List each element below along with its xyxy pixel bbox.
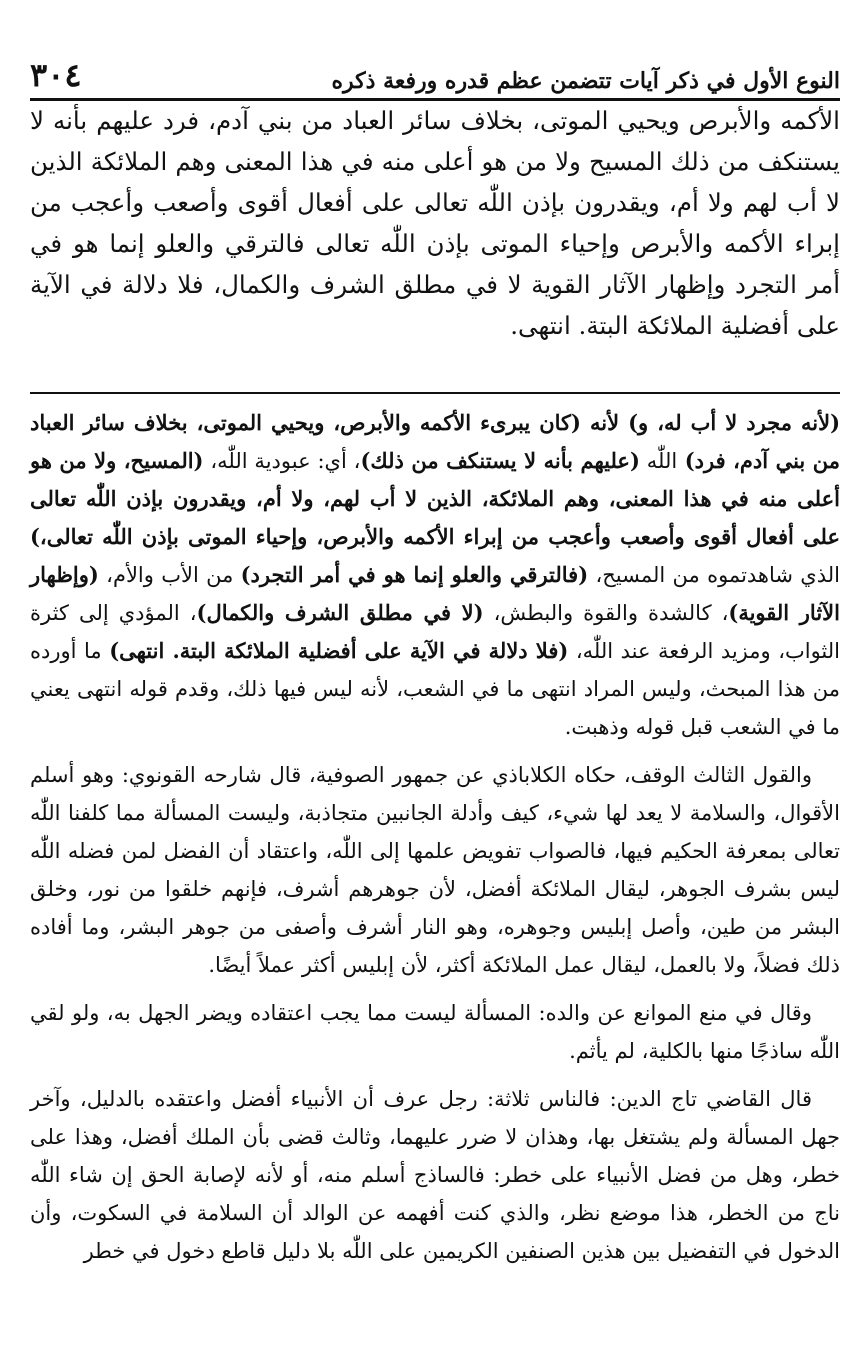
- commentary-run: من الأب والأم،: [98, 563, 241, 587]
- quoted-matn-run: (عليهم بأنه لا يستنكف من ذلك): [360, 448, 640, 473]
- main-text-block: الأكمه والأبرص ويحيي الموتى، بخلاف سائر العباد من بني آدم، فرد عليهم بأنه لا يستنكف من ذلك المسيح ولا من هو أعلى منه في هذا المعنى وهم الملائكة الذين لا أب لهم ولا أم، ويقدرون بإذن اللّٰه تعالى على أفعال أقوى وأصعب وأعجب من إبراء الأكمه والأبرص وإحياء الموتى بإذن اللّٰه تعالى فالترقي والعلو إنما هو في أمر التجرد وإظهار الآثار القوية لا في مطلق الشرف والكمال، فلا دلالة في الآية على أفضلية الملائكة البتة. انتهى.: [30, 106, 840, 340]
- commentary-run: ، المؤدي إلى كثرة الثواب، ومزيد الرفعة عند اللّٰه،: [30, 601, 840, 663]
- page-header: [30, 42, 840, 101]
- quoted-matn-run: (المسيح، ولا من هو أعلى منه في هذا المعنى، وهم الملائكة، الذين لا أب لهم، ولا أم، ويقدرون بإذن اللّٰه تعالى على أفعال أقوى وأصعب وأعجب من إبراء الأكمه والأبرص، وإحياء الموتى بإذن اللّٰه تعالى،): [30, 448, 840, 549]
- page-number: ٣٠٤: [30, 56, 82, 94]
- running-head: النوع الأول في ذكر آيات تتضمن عظم قدره ورفعة ذكره: [331, 68, 840, 94]
- commentary-run: الذي شاهدتموه من المسيح،: [588, 563, 840, 587]
- section-divider: [30, 392, 840, 394]
- quoted-matn-run: (لا في مطلق الشرف والكمال): [196, 600, 484, 625]
- commentary-paragraph-2: والقول الثالث الوقف، حكاه الكلاباذي عن جمهور الصوفية، قال شارحه القونوي: وهو أسلم الأقوال، والسلامة لا يعد لها شيء، كيف وأدلة الجانبين متجاذبة، وليست المسألة مما كلفنا اللّٰه تعالى بمعرفة الحكيم فيها، فالصواب تفويض علمها إلى اللّٰه، واعتقاد أن الفضل لمن فضله اللّٰه ليس بشرف الجوهر، ليقال الملائكة أفضل، لأن جوهرهم أشرف، فإنهم خلقوا من نور، وخلق البشر من طين، وأصل إبليس وجوهره، وهو النار أشرف وأصفى من جوهر البشر، وما أفاده ذلك فضلاً، ولا بالعمل، ليقال عمل الملائكة أكثر، لأن إبليس أكثر عملاً أيضًا.: [30, 763, 840, 977]
- commentary-run: ما أورده من هذا المبحث، وليس المراد انتهى ما في الشعب، لأنه ليس فيها ذلك، وقدم قوله انتهى يعني ما في الشعب قبل قوله وذهبت.: [30, 639, 840, 739]
- quoted-matn-run: (فالترقي والعلو إنما هو في أمر التجرد): [240, 562, 589, 587]
- commentary-paragraph-3: وقال في منع الموانع عن والده: المسألة ليست مما يجب اعتقاده ويضر الجهل به، ولو لقي اللّٰه ساذجًا منها بالكلية، لم يأثم.: [30, 1001, 840, 1063]
- quoted-matn-run: (وإظهار الآثار القوية): [30, 562, 840, 625]
- quoted-matn-run: (فلا دلالة في الآية على أفضلية الملائكة البتة. انتهى): [109, 638, 569, 663]
- commentary-run: اللّٰه: [639, 449, 678, 473]
- quoted-matn-run: (لأنه مجرد لا أب له، و) لأنه: [581, 410, 841, 435]
- commentary-run: ، كالشدة والقوة والبطش،: [483, 601, 729, 625]
- commentary-block: [30, 404, 840, 1280]
- commentary-paragraph-4: قال القاضي تاج الدين: فالناس ثلاثة: رجل عرف أن الأنبياء أفضل واعتقده بالدليل، وآخر جهل المسألة ولم يشتغل بها، وهذان لا ضرر عليهما، وثالث قضى بأن الملك أفضل، وهذا على خطر، وهل من فضل الأنبياء على خطر: فالساذج أسلم منه، أو لأنه لإصابة الحق إن شاء اللّٰه ناج من الخطر، هذا موضع نظر، والذي كنت أفهمه عن الوالد أن السلامة في السكوت، وأن الدخول في التفضيل بين هذين الصنفين الكريمين على اللّٰه بلا دليل قاطع دخول في خطر: [30, 1087, 840, 1263]
- commentary-run: ، أي: عبودية اللّٰه،: [203, 449, 361, 473]
- quoted-matn-run: (كان يبرىء الأكمه والأبرص، ويحيي الموتى، بخلاف سائر العباد من بني آدم، فرد): [30, 410, 840, 473]
- commentary-paragraph-1: [30, 404, 840, 746]
